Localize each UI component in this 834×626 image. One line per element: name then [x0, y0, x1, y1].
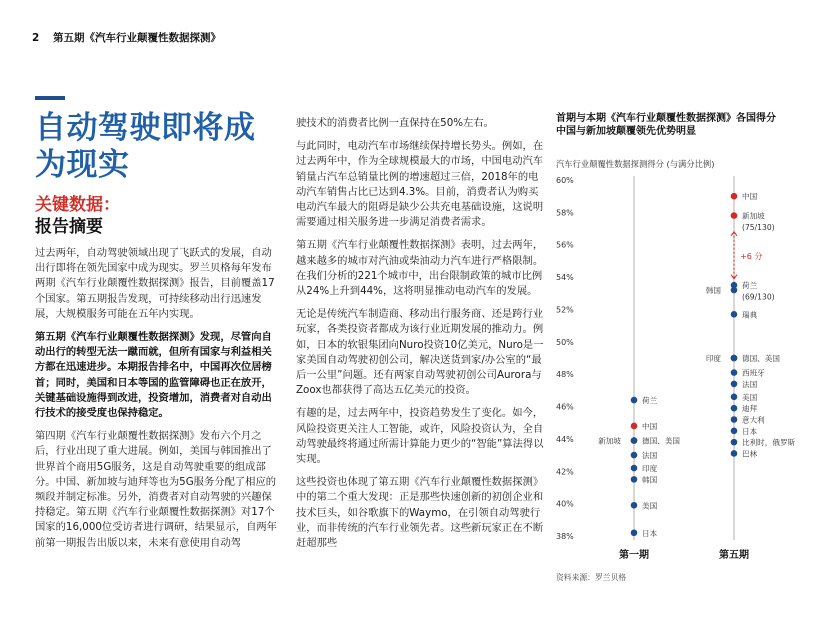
score-chart [556, 112, 826, 622]
y-tick-label: 42% [556, 467, 574, 477]
y-tick-label: 38% [556, 532, 574, 541]
data-point-label: 中国 [642, 421, 658, 431]
page-header [32, 30, 221, 45]
annotation-label: +6 分 [740, 252, 763, 262]
data-point-label: 比利时，俄罗斯 [742, 438, 796, 448]
data-point [631, 423, 638, 430]
body-column-1 [35, 246, 277, 559]
data-point-label: 瑞典 [742, 310, 758, 320]
paragraph: 有趣的是，过去两年中，投资趋势发生了变化。如今，风险投资更关注人工智能，或许，风险投资认为，全自动驾驶最终将通过所需计算能力更少的“智能”算法得以实现。 [296, 407, 544, 466]
data-point-label: 日本 [742, 426, 758, 436]
data-point [631, 437, 638, 444]
paragraph: 驶技术的消费者比例一直保持在50%左右。 [296, 117, 494, 129]
data-point [731, 416, 738, 423]
y-tick-label: 48% [556, 370, 574, 380]
header-title: 第五期《汽车行业颠覆性数据探测》 [52, 32, 221, 44]
data-point-label: 巴林 [742, 449, 758, 459]
y-tick-label: 54% [556, 273, 574, 283]
y-tick-label: 44% [556, 434, 574, 444]
body-column-2 [296, 116, 544, 559]
data-point [731, 428, 738, 435]
paragraph: 过去两年，自动驾驶领域出现了飞跃式的发展，自动出行即将在领先国家中成为现实。罗兰贝格每年发布两期《汽车行业颠覆性数据探测》报告，目前覆盖17个国家。第五期报告发现，可持续移动出行迅速发展，大规模服务可能在五年内实现。 [35, 247, 275, 320]
chart-plot [556, 112, 826, 582]
data-point-label: 韩国 [705, 286, 721, 296]
data-point [731, 450, 738, 457]
data-point [731, 311, 738, 318]
data-point [731, 369, 738, 376]
y-tick-label: 56% [556, 240, 574, 250]
paragraph-bold: 第五期《汽车行业颠覆性数据探测》发现，尽管向自动出行的转型无法一蹴而就，但所有国家与利益相关方都在迅速进步。本期报告排名中，中国再次位居榜首；同时，美国和日本等国的监管障碍也正在放开，关键基础设施得到改进，投资增加，消费者对自动出行技术的接受度也保持稳定。 [35, 331, 272, 420]
chart-title: 首期与本期《汽车行业颠覆性数据探测》各国得分 [556, 113, 776, 124]
y-tick-label: 52% [556, 305, 574, 315]
data-point [631, 452, 638, 459]
data-point [731, 355, 738, 362]
data-point-label: 迪拜 [742, 404, 758, 414]
data-point [731, 212, 738, 219]
data-point-label: 新加坡 [598, 436, 621, 446]
data-point-label: 德国、美国 [642, 436, 680, 446]
y-tick-label: 50% [556, 337, 574, 347]
data-point [731, 439, 738, 446]
data-point [731, 381, 738, 388]
title-accent-bar [35, 96, 65, 100]
data-point [631, 502, 638, 509]
data-point-label: 德国、美国 [742, 354, 780, 363]
y-tick-label: 60% [556, 176, 574, 185]
data-point-label: 法国 [642, 451, 658, 461]
paragraph: 无论是传统汽车制造商、移动出行服务商、还是跨行业玩家，各类投资者都成为该行业近期发展的推动力。例如，日本的软银集团向Nuro投资10亿美元，Nuro是一家美国自动驾驶初创公司，解决送货到家/办公室的“最后一公里”问题。还有两家自动驾驶初创公司Aurora与Zoox也都获得了高达五亿美元的投资。 [296, 308, 544, 397]
data-point-label: (75/130) [742, 222, 775, 232]
data-point [731, 405, 738, 412]
data-point-label: 意大利 [742, 415, 765, 425]
data-point-label: 中国 [742, 192, 758, 202]
y-tick-label: 40% [556, 499, 574, 509]
key-data-title: 关键数据： [35, 195, 120, 215]
data-point-label: 美国 [742, 392, 758, 402]
data-point-label: 印度 [705, 354, 721, 363]
data-point [631, 397, 638, 404]
data-point-label: 西班牙 [742, 368, 765, 378]
key-data-subtitle: 报告摘要 [35, 217, 103, 237]
page-number: 2 [32, 32, 40, 44]
data-point [631, 529, 638, 536]
data-point [731, 193, 738, 200]
chart-source: 资料来源：罗兰贝格 [556, 573, 627, 582]
page-title: 自动驾驶即将成为现实 [35, 110, 256, 183]
y-tick-label: 58% [556, 208, 574, 218]
x-category-label: 第五期 [719, 550, 749, 561]
data-point-label: 新加坡 [742, 211, 765, 221]
data-point-label: 韩国 [642, 475, 658, 485]
data-point [631, 476, 638, 483]
data-point-label: 荷兰 [642, 396, 658, 406]
paragraph: 第五期《汽车行业颠覆性数据探测》表明，过去两年，越来越多的城市对汽油或柴油动力汽车进行严格限制。在我们分析的221个城市中，出台限制政策的城市比例从24%上升到44%，这将明显推动电动汽车的发展。 [296, 239, 544, 298]
data-point [631, 465, 638, 472]
paragraph: 这些投资也体现了第五期《汽车行业颠覆性数据探测》中的第二个重大发现：正是那些快速创新的初创企业和技术巨头，如谷歌旗下的Waymo，在引领自动驾驶行业，而非传统的汽车行业领先者。这些新玩家正在不断赶超那些 [296, 476, 544, 550]
data-point-label: (69/130) [742, 292, 775, 302]
data-point-label: 印度 [642, 464, 658, 474]
data-point [731, 287, 738, 294]
y-tick-label: 46% [556, 402, 574, 412]
paragraph: 与此同时，电动汽车市场继续保持增长势头。例如，在过去两年中，作为全球规模最大的市场，中国电动汽车销量占汽车总销量比例的增速超过三倍，2018年的电动汽车销售占比已达到4.3%。目前，消费者认为购买电动汽车最大的阻碍是缺少公共充电基础设施，这说明需要通过相关服务进一步满足消费者需求。 [296, 140, 544, 229]
data-point-label: 美国 [642, 501, 658, 511]
data-point-label: 日本 [642, 528, 658, 538]
data-point-label: 荷兰 [742, 281, 758, 291]
data-point-label: 法国 [742, 379, 758, 389]
paragraph: 第四期《汽车行业颠覆性数据探测》发布六个月之后，行业出现了重大进展。例如，美国与韩国推出了世界首个商用5G服务，这是自动驾驶重要的组成部分。中国、新加坡与迪拜等也为5G服务分配了相应的频段并制定标准。另外，消费者对自动驾驶的兴趣保持稳定。第五期《汽车行业颠覆性数据探测》对17个国家的16,000位受访者进行调研，结果显示，自两年前第一期报告出版以来，未来有意使用自动驾 [35, 430, 277, 549]
x-category-label: 第一期 [619, 550, 649, 561]
chart-subtitle: 中国与新加坡颠覆领先优势明显 [556, 126, 696, 137]
chart-y-label: 汽车行业颠覆性数据探测得分 (与满分比例) [556, 159, 715, 169]
data-point [731, 394, 738, 401]
